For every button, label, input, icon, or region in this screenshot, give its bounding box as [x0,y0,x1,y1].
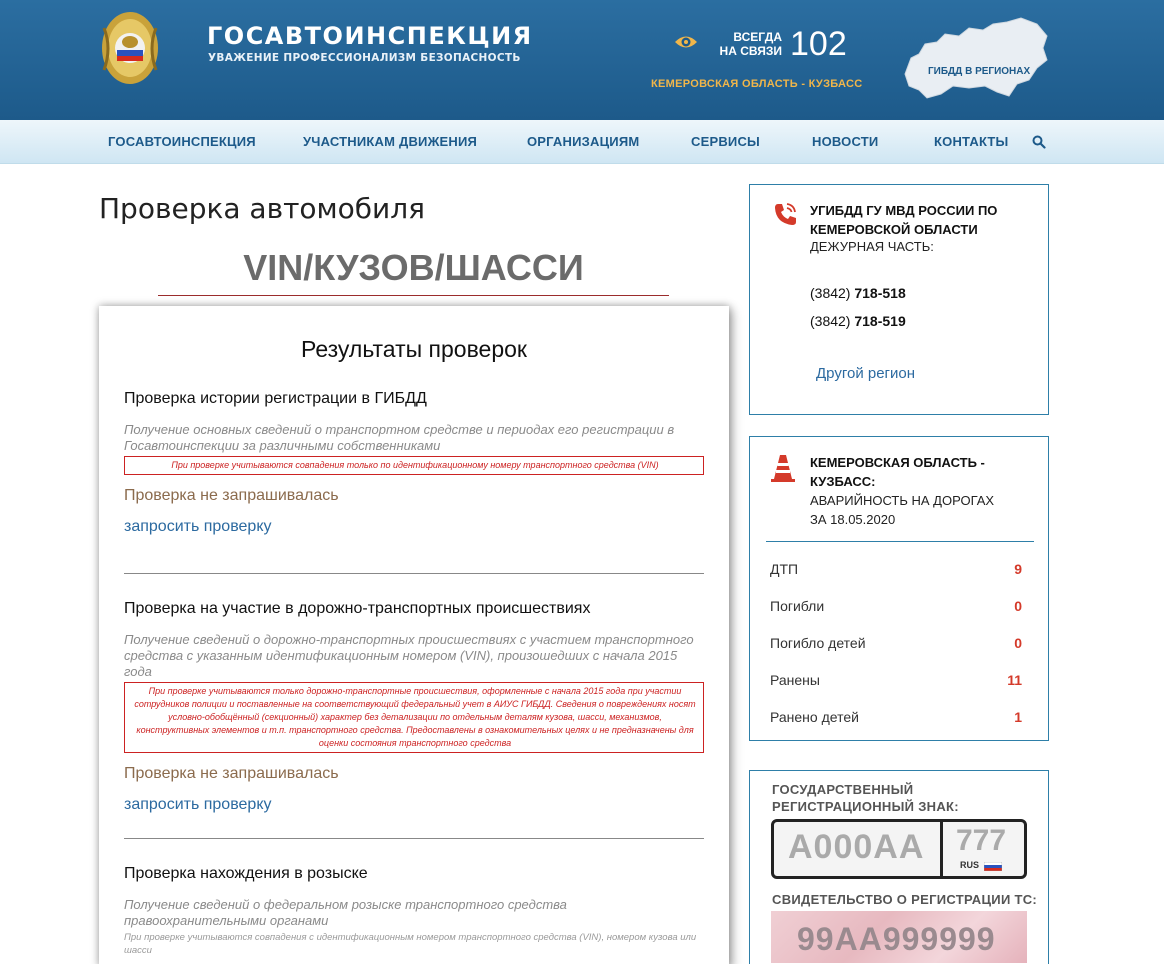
results-panel [99,306,729,964]
phone-icon [772,201,798,227]
check-warning: При проверке учитываются только дорожно-транспортные происшествия, оформленные с начала 2015 года при участии сотрудников полиции и поставленные на соответствующий федеральный учет в АИУС ГИБДД. Сведения о повреждениях носят условно-обобщённый (секционный) характер без детализации по отдельным деталям кузова, шасси, механизмов, конструктивных элементов и т.п. транспортного средства. Предоставлены в ознакомительных целях и не предназначены для оценки состояния транспортного средства [124,682,704,753]
divider [124,573,704,574]
main-nav [0,120,1164,164]
request-check-link[interactable]: запросить проверку [124,518,272,535]
registration-certificate[interactable] [771,911,1027,963]
cert-number: 99АА999999 [797,921,996,957]
vin-input[interactable] [158,240,669,296]
check-description: Получение сведений о дорожно-транспортных происшествиях с участием транспортного средства с указанным идентификационным номером (VIN), произошедших с начала 2015 года [124,632,694,679]
emergency-phone[interactable]: 102 [790,25,847,63]
accidents-region: КЕМЕРОВСКАЯ ОБЛАСТЬ - КУЗБАСС: [810,455,985,489]
check-title: Проверка на участие в дорожно-транспортных происшествиях [124,600,591,617]
brand-title[interactable]: ГОСАВТОИНСПЕКЦИЯ [207,22,533,50]
accidents-row: Погибло детей 0 [770,635,1022,651]
check-description: Получение основных сведений о транспортном средстве и периодах его регистрации в Госавтоинспекции за различными собственниками [124,422,675,453]
accidents-row: Погибли 0 [770,598,1022,614]
accidents-card [749,436,1049,741]
nav-item-services[interactable]: СЕРВИСЫ [691,134,760,149]
license-plate[interactable] [771,819,1027,879]
check-registration-history [124,390,704,536]
map-label[interactable]: ГИБДД В РЕГИОНАХ [928,66,1031,77]
plate-region: 777 [956,824,1007,857]
check-note: При проверке учитываются совпадения с идентификационным номером транспортного средства (VIN), номером кузова или шасси [124,932,697,956]
plate-card[interactable] [749,770,1049,964]
check-accidents [124,600,704,814]
accidents-row: Ранено детей 1 [770,709,1022,725]
accidents-row: Ранены 11 [770,672,1022,688]
nav-item-organizations[interactable]: ОРГАНИЗАЦИЯМ [527,134,640,149]
check-description: Получение сведений о федеральном розыске транспортного средства правоохранительными органами [124,897,567,928]
contact-duty-label: ДЕЖУРНАЯ ЧАСТЬ: [810,239,934,254]
request-check-link[interactable]: запросить проверку [124,796,272,813]
check-warning: При проверке учитываются совпадения только по идентификационному номеру транспортного средства (VIN) [124,456,704,475]
check-title: Проверка нахождения в розыске [124,865,368,882]
nav-item-gosavtoinspekciya[interactable]: ГОСАВТОИНСПЕКЦИЯ [108,134,256,149]
search-icon[interactable] [1032,135,1046,149]
results-title: Результаты проверок [301,336,527,362]
divider [124,838,704,839]
check-status: Проверка не запрашивалась [124,765,339,782]
plate-number: А000АА [788,828,925,866]
cert-label: СВИДЕТЕЛЬСТВО О РЕГИСТРАЦИИ ТС: [772,892,1038,907]
contact-phone[interactable]: (3842) 718-519 [810,313,906,329]
nav-item-news[interactable]: НОВОСТИ [812,134,879,149]
site-header [0,0,1164,120]
contact-phone[interactable]: (3842) 718-518 [810,285,906,301]
accidents-subtitle: АВАРИЙНОСТЬ НА ДОРОГАХ ЗА 18.05.2020 [810,493,995,527]
check-status: Проверка не запрашивалась [124,487,339,504]
check-wanted [124,865,704,957]
nav-item-participants[interactable]: УЧАСТНИКАМ ДВИЖЕНИЯ [303,134,478,149]
nav-item-contacts[interactable]: КОНТАКТЫ [934,134,1009,149]
plate-separator [940,822,943,876]
check-title: Проверка истории регистрации в ГИБДД [124,390,427,407]
accidents-row: ДТП 9 [770,561,1022,577]
plate-label: ГОСУДАРСТВЕННЫЙ РЕГИСТРАЦИОННЫЙ ЗНАК: [772,782,959,814]
divider [766,541,1034,542]
russia-map-icon[interactable] [897,14,1052,104]
eye-icon[interactable] [674,33,698,51]
russian-flag-icon [984,862,1002,871]
traffic-cone-icon [770,453,796,483]
other-region-link[interactable]: Другой регион [816,365,916,382]
brand-subtitle: УВАЖЕНИЕ ПРОФЕССИОНАЛИЗМ БЕЗОПАСНОСТЬ [208,52,521,64]
gibdd-emblem-icon[interactable] [100,8,160,88]
contact-org: УГИБДД ГУ МВД РОССИИ ПО КЕМЕРОВСКОЙ ОБЛАСТИ [810,203,998,237]
page-title: Проверка автомобиля [99,192,425,225]
always-on-call-text: ВСЕГДА НА СВЯЗИ [719,30,782,58]
region-name[interactable]: КЕМЕРОВСКАЯ ОБЛАСТЬ - КУЗБАСС [651,78,863,90]
contact-card [749,184,1049,415]
plate-rus: RUS [960,860,980,870]
